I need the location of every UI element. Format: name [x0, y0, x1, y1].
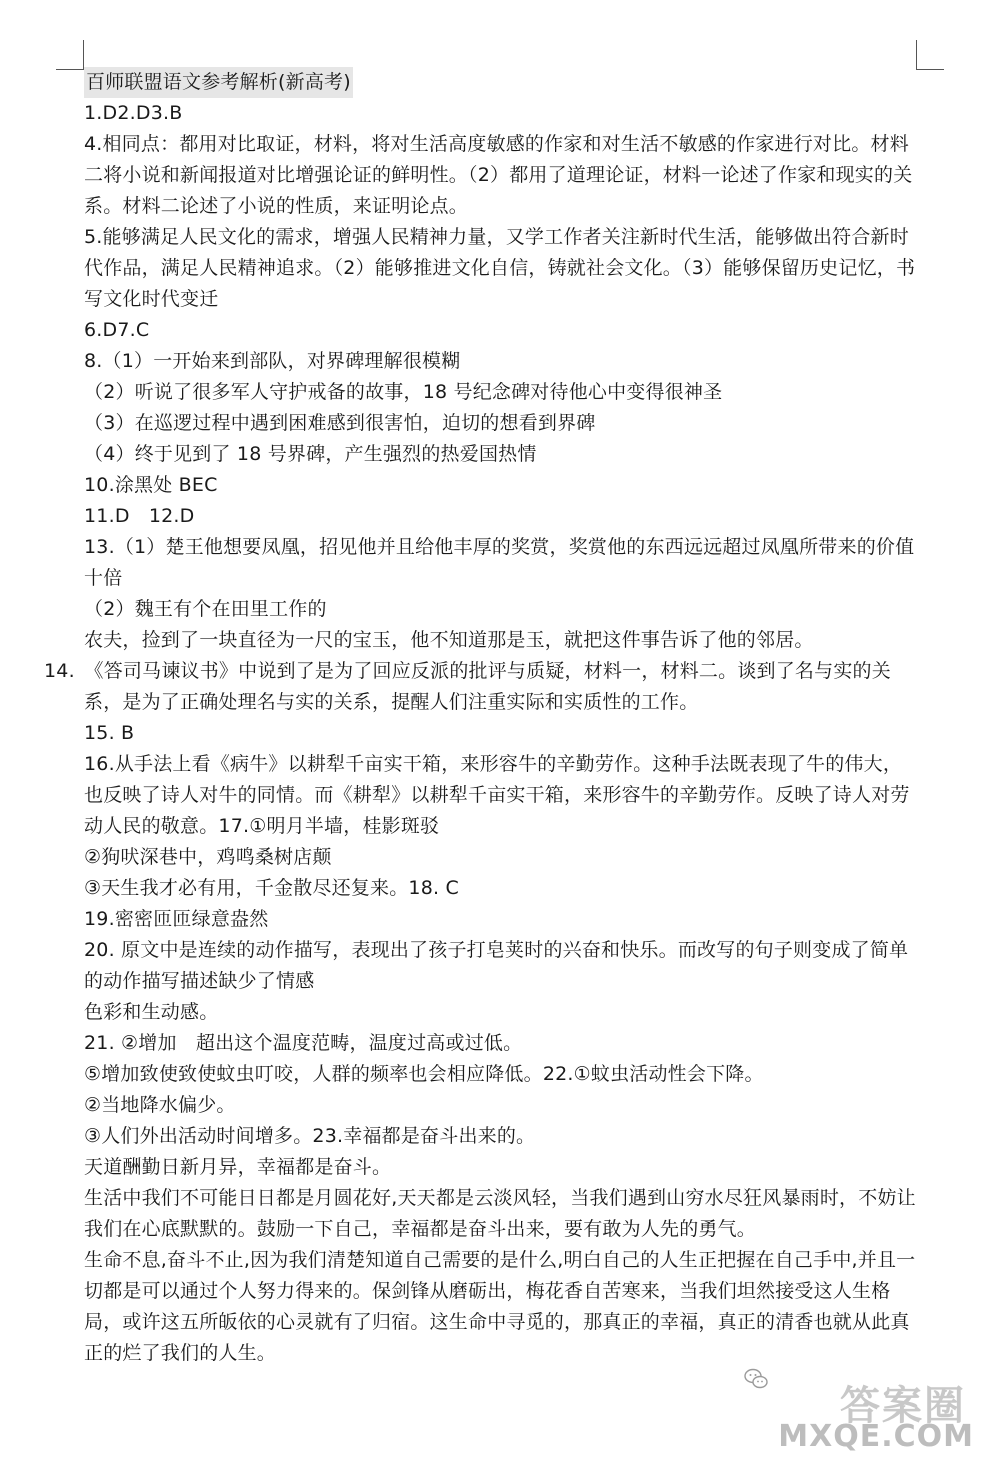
document-title: 百师联盟语文参考解析(新高考)	[84, 67, 353, 98]
corner-mark-top-left-vertical	[83, 40, 84, 70]
watermark	[734, 1374, 994, 1454]
answer-line-14: 14. 《答司马谏议书》中说到了是为了回应反派的批评与质疑，材料一，材料二。谈到了名与实的关系，是为了正确处理名与实的关系，提醒人们注重实际和实质性的工作。	[44, 660, 891, 713]
watermark-url: MXQE.COM	[778, 1419, 974, 1454]
corner-mark-top-right-vertical	[916, 40, 917, 70]
document-body	[44, 67, 920, 1369]
answer-line-21: 21. ②增加 超出这个温度范畴，温度过高或过低。	[84, 1032, 523, 1054]
answer-line-21-22: ⑤增加致使致使蚊虫叮咬，人群的频率也会相应降低。22.①蚊虫活动性会下降。	[84, 1063, 764, 1085]
answer-line-4: 4.相同点：都用对比取证，材料，将对生活高度敏感的作家和对生活不敏感的作家进行对比。材料二将小说和新闻报道对比增强论证的鲜明性。（2）都用了道理论证，材料一论述了作家和现实的关系。材料二论述了小说的性质，来证明论点。	[84, 133, 913, 217]
answer-line-17-2: ②狗吠深巷中，鸡鸣桑树店颠	[84, 846, 332, 868]
answer-line-11-12: 11.D 12.D	[84, 505, 195, 527]
essay-line-1: 天道酬勤日新月异，幸福都是奋斗。	[84, 1156, 392, 1178]
answer-line-22-3-23: ③人们外出活动时间增多。23.幸福都是奋斗出来的。	[84, 1125, 536, 1147]
answer-line-17-3-18: ③天生我才必有用，千金散尽还复来。18. C	[84, 877, 459, 899]
essay-paragraph-1: 生活中我们不可能日日都是月圆花好,天天都是云淡风轻，当我们遇到山穷水尽狂风暴雨时，不妨让我们在心底默默的。鼓励一下自己，幸福都是奋斗出来，要有敢为人先的勇气。	[84, 1187, 916, 1240]
corner-mark-top-left-horizontal	[56, 69, 84, 70]
answer-line-8-1: 8.（1）一开始来到部队，对界碑理解很模糊	[84, 350, 461, 372]
answer-line-6-7: 6.D7.C	[84, 319, 150, 341]
answer-line-13-2: （2）魏王有个在田里工作的	[84, 598, 327, 620]
essay-paragraph-2: 生命不息,奋斗不止,因为我们清楚知道自己需要的是什么,明白自己的人生正把握在自己手中,并且一切都是可以通过个人努力得来的。保剑锋从磨砺出，梅花香自苦寒来，当我们坦然接受这人生格局，或许这五所皈依的心灵就有了归宿。这生命中寻觅的，那真正的幸福，真正的清香也就从此真正的烂了我们的人生。	[84, 1249, 916, 1364]
answer-line-8-4: （4）终于见到了 18 号界碑，产生强烈的热爱国热情	[84, 443, 537, 465]
answer-line-20-cont: 色彩和生动感。	[84, 1001, 219, 1023]
answer-line-8-3: （3）在巡逻过程中遇到困难感到很害怕，迫切的想看到界碑	[84, 412, 596, 434]
answer-line-15: 15. B	[84, 722, 135, 744]
watermark-logo-text: 答案圈	[840, 1382, 966, 1429]
document-title-line	[84, 67, 920, 98]
answer-line-13-1: 13.（1）楚王他想要凤凰，招见他并且给他丰厚的奖赏，奖赏他的东西远远超过凤凰所带来的价值十倍	[84, 536, 915, 589]
answer-line-16-17: 16.从手法上看《病牛》以耕犁千亩实干箱，来形容牛的辛勤劳作。这种手法既表现了牛的伟大，也反映了诗人对牛的同情。而《耕犁》以耕犁千亩实干箱，来形容牛的辛勤劳作。反映了诗人对劳动人民的敬意。17.①明月半墙，桂影斑驳	[84, 753, 910, 837]
answer-line-20: 20. 原文中是连续的动作描写，表现出了孩子打皂荚时的兴奋和快乐。而改写的句子则变成了简单的动作描写描述缺少了情感	[84, 939, 909, 992]
answer-line-1-3: 1.D2.D3.B	[84, 102, 183, 124]
answer-line-5: 5.能够满足人民文化的需求，增强人民精神力量，又学工作者关注新时代生活，能够做出符合新时代作品，满足人民精神追求。（2）能够推进文化自信，铸就社会文化。（3）能够保留历史记忆，书写文化时代变迁	[84, 226, 916, 310]
answer-line-8-2: （2）听说了很多军人守护戒备的故事，18 号纪念碑对待他心中变得很神圣	[84, 381, 723, 403]
answer-line-22-2: ②当地降水偏少。	[84, 1094, 236, 1116]
answer-line-10: 10.涂黑处 BEC	[84, 474, 218, 496]
answer-line-13-2-cont: 农夫，捡到了一块直径为一尺的宝玉，他不知道那是玉，就把这件事告诉了他的邻居。	[84, 629, 814, 651]
answer-line-19: 19.密密匝匝绿意盎然	[84, 908, 269, 930]
corner-mark-top-right-horizontal	[916, 69, 944, 70]
